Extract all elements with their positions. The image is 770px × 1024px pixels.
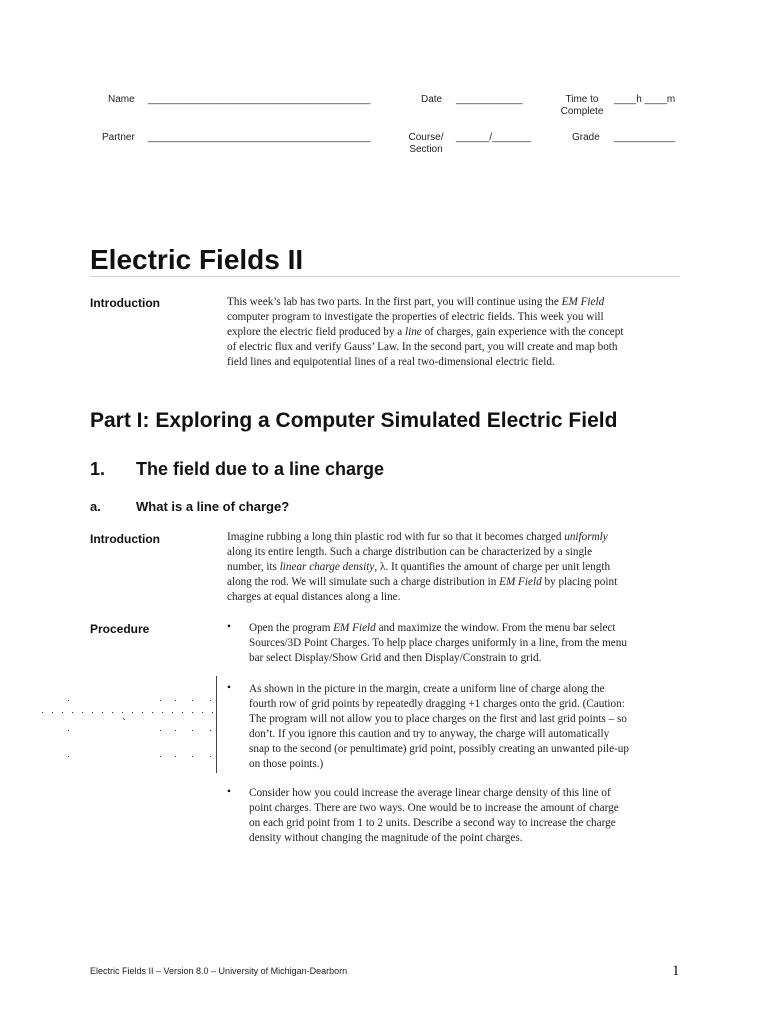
part1-heading: Part I: Exploring a Computer Simulated Electric Field <box>90 409 618 432</box>
footer-text: Electric Fields II – Version 8.0 – University of Michigan-Dearborn <box>90 966 348 976</box>
page-number: 1 <box>672 963 680 979</box>
procedure-step-3: Consider how you could increase the average linear charge density of this line of point charges. There are two ways. One would be to increase the amount of charge on each grid point from 1 to 2 units. Describe a second way to increase the charge density without changing the magnitude of the point charges. <box>249 787 619 844</box>
page-title: Electric Fields II <box>90 244 304 275</box>
bullet-icon: • <box>227 786 231 798</box>
time-label: Time to Complete <box>560 94 604 117</box>
procedure-step-1: Open the program EM Field and maximize the window. From the menu bar select Sources/3D Point Charges. To help place charges uniformly in a line, from the menu bar select Display/Show Grid and then Display/Constrain to grid. <box>249 622 627 664</box>
course-label: Course/ Section <box>408 132 444 155</box>
procedure-label: Procedure <box>90 622 150 636</box>
grade-label: Grade <box>572 132 600 143</box>
margin-grid-figure <box>36 676 220 774</box>
section-title: The field due to a line charge <box>136 459 385 479</box>
figure-border-line <box>216 676 217 773</box>
time-field[interactable]: ____h ____m <box>614 94 676 105</box>
procedure-step-2: As shown in the picture in the margin, create a uniform line of charge along the fourth row of grid points by repeatedly dragging +1 charges onto the grid. (Caution: The program will not allow you to place charges on the first and last grid points – so don’t. If you ignore this caution and try to anyway, the charge will automatically snap to the second (or penultimate) grid point, possibly creating an unwanted pile-up on those points.) <box>249 683 629 770</box>
name-label: Name <box>108 94 135 105</box>
name-field[interactable]: ________________________________________ <box>148 94 371 105</box>
bullet-icon: • <box>227 682 231 694</box>
date-field[interactable]: ____________ <box>456 94 523 105</box>
subsection-letter: a. <box>90 499 101 514</box>
course-field[interactable]: ______/_______ <box>456 132 532 143</box>
intro-label: Introduction <box>90 296 160 310</box>
intro2-paragraph: Imagine rubbing a long thin plastic rod with fur so that it becomes charged uniformly along its entire length. Such a charge distribution can be characterized by a single number, its linear charge density, λ. It quantifies the amount of charge per unit length along the rod. We will simulate such a charge distribution in EM Field by placing point charges at equal distances along a line. <box>227 531 618 603</box>
partner-field[interactable]: ________________________________________ <box>148 132 371 143</box>
partner-label: Partner <box>102 132 135 143</box>
date-label: Date <box>421 94 443 105</box>
intro-paragraph: This week’s lab has two parts. In the first part, you will continue using the EM Field computer program to investigate the properties of electric fields. This week you will explore the electric field produced by a line of charges, gain experience with the concept of electric flux and verify Gauss’ Law. In the second part, you will create and map both field lines and equipotential lines of a real two-dimensional electric field. <box>227 296 624 368</box>
grade-field[interactable]: ___________ <box>614 132 676 143</box>
title-rule <box>90 276 680 277</box>
subsection-title: What is a line of charge? <box>136 499 290 514</box>
section-number: 1. <box>90 459 106 479</box>
bullet-icon: • <box>227 621 231 633</box>
intro2-label: Introduction <box>90 532 160 546</box>
